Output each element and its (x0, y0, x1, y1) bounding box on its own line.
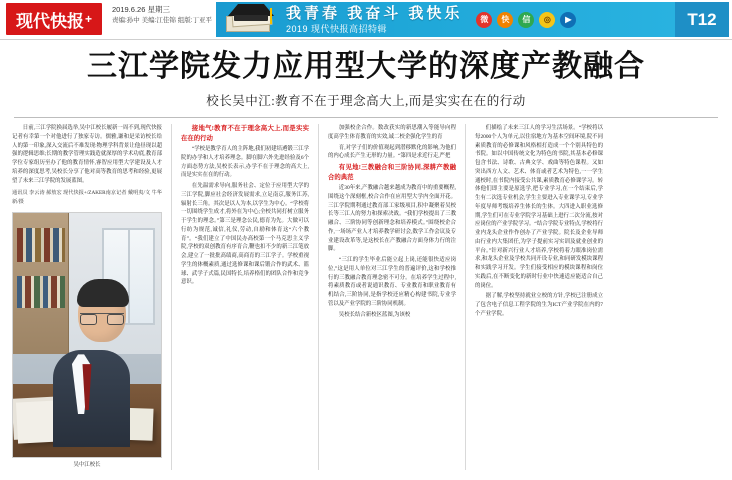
glasses-icon (80, 313, 124, 324)
paragraph: 据了解,学校坚持就业立校的方针,学校已注册成立了包含电子信息工程学院的生为ICT产业学院在内的7个产业学院。 (475, 293, 603, 317)
byline: 通讯员 李云涛 郝敖宏 现代快报+/ZAKER南京记者 戴明夷/文 牛华新/摄 (12, 190, 162, 205)
weibo-icon[interactable]: 微 (476, 12, 492, 28)
section-heading-1: 接地气!教育不在于理念高大上,而是实实在在的行动 (181, 125, 309, 142)
column-1 (12, 124, 162, 470)
photo-person-torso (53, 350, 130, 448)
newspaper-logo (6, 3, 102, 35)
article-body (0, 118, 732, 470)
column-divider-2 (318, 124, 319, 470)
lead-paragraph: 日前,三江学院换届选举,吴中江校长履新一周不到,现代快报记者有幸第一个对他进行了独家专访。儒雅,谦和是采访校长给人的第一印象,深入交流后不难发现:物理学科背景让他昼现以超强的逻辑思维;长期的教学管理实践造就深厚的学术功底,教育部学位专家组历至办了他的教育情怀,睿智应用型大学建设及人才培养的深度思考,吴校长分享了他对高等教育的思考和经验,更展望了未来三江学院的发展蓝图。 (12, 125, 162, 184)
banner-subtitle: 2019 现代快报高招特辑 (286, 23, 388, 34)
headline-block (0, 40, 732, 109)
cap-top-icon (228, 4, 274, 16)
graduation-cap-icon (220, 2, 284, 37)
masthead-meta (102, 0, 212, 39)
paragraph: “三江的学生毕业后能立起上岗,还能很快适应岗位,”这是用人单位对三江学生的普遍评价,这和学校推行的三教融合教育理念密不可分。在培养学生过程中,将素质教育或者说通识教育、专业教育和职业教育有机结合,三阶协同,是指学校还应精心构建书院,专业学管以及产业学院的三阶协同机制。 (328, 257, 456, 307)
masthead (0, 0, 732, 40)
column-divider-1 (171, 124, 172, 470)
column-divider-3 (465, 124, 466, 470)
app-icon[interactable]: 快 (497, 12, 513, 28)
logo-text: 现代快报 (15, 11, 84, 31)
photo-books-row-2 (17, 276, 64, 308)
paragraph: “学校是教学育人的主阵地,我们初建培遴锻三江学院的办学和人才培养理念。脚在脚六外先进经验及6个方面态势方法,吴校长表示,办学不在于理念的高大上,而是实实在在的行动。 (181, 146, 309, 179)
column-2 (181, 124, 309, 470)
section-heading-2: 有见地!三教融合和三阶协同,深耕产教融合的典范 (328, 164, 456, 181)
issue-date: 2019.6.26 星期三 (112, 5, 170, 14)
paragraph: 育,对学子们的价值观起到潜移默化的影响,为他们的内心成长产生无形的力量。“第四是求近行走,严把 (328, 144, 456, 160)
cap-base-icon (234, 15, 268, 21)
paragraph: 们描绘了未来三江人的学习生活场景。“学校将以每2000个人为单元,以住宿地方为基本空间环境,院不同素质教育的必修课和风格相打造成一个个别具特色的书院。如以中国传统文化为特色的书院,其基本必修课包含书法、诗歌、古典文学、戏曲等特色课程。又如突出西方人文、艺术、体育或者艺术为特色,一一学生通校时,在书院内接受公共课,素质教育必修课学习。转体他们即主要是原选学,把专业学习,在一个结束后,学生有二次选专业机会,学生主要进入专业课学习,专业学年度导师考级培养生体长的生体。大四进入职业选修期,学生们可在专业学院学习基础上进行二次分流,按对应岗位的产业学院学习。“结合学院专业特点,学校将行业内龙头企业作作创办了产业学院。院长及企业导师由行业内大集团任,为学子提前实习实训及就业创业的平台。”针对新兴行业人才培养,学校将着力眼准岗位需求,和龙头企业及学校共同开设专业,和同研发模块课程和实践学习开发。学生们接受相应的模块课程和岗位实践后,在不断变化的新时行业中快速适应能适合自己的岗位。 (475, 125, 603, 289)
paragraph: 在先温需求导向,服务社会、定位于应用型大学的三江学院,脚应社会经济发展需求,立足南京,服务江苏,辐射长三角。其次是以人为本,以学生为中心。“学校将一切围绕学生成才,将外在为中心;全校共同打树立服务于学生的理念。”第三是理念公民,德育为先。大做可以行纺为规范,诚信,礼仪,劳动,自励和体育这“六个教育”。“我们建立了中国民办高校第一个马克思主义学院,学校的双创教育有序育合,鞭也扣不少的新三江笔放会,建立了一批批高绩商,高商育的三江学子。学校重视学生的体概素质,通过选修课和课后锻合作的武术、篮球、武学子式篇,民国特长,培养格们的团队合作和竞争意识。 (181, 183, 309, 286)
tassel-icon (270, 8, 272, 24)
social-icon-group (476, 12, 576, 28)
paragraph: 吴校长结合新校区蓝图,为该校 (338, 311, 411, 318)
banner-text (286, 5, 462, 35)
compass-icon[interactable]: ◎ (539, 12, 555, 28)
logo-plus: + (84, 12, 92, 26)
banner-slogan: 我青春 我奋斗 我快乐 (286, 4, 463, 22)
special-edition-banner (216, 2, 675, 37)
footer-spacer (0, 470, 732, 476)
page-number-badge: T12 (675, 2, 729, 37)
principal-portrait (12, 212, 162, 458)
editor-credits: 责编:孙中 美编:江佳锦 组版:丁亚平 (112, 17, 213, 24)
photo-caption: 吴中江校长 (73, 461, 101, 468)
video-icon[interactable]: ▶ (560, 12, 576, 28)
paragraph: 近30年来,产教融合越来越成为教育中的重要概程,围绕这个深刻框,校合合作在应用型大学内全面开花。三江学院期利通过教育部工家级项目,积中凝聚着吴校长等三江人的努力和探索决战。“我们学校提出了三教融合、三阶协同等创新理念和培养模式。”围绕校企合作,一场场产业人才培养教学研讨会,数学工作会议及专业建设改革等,是这校长在产教融合方面身体力行的注脚。 (328, 185, 456, 253)
wechat-icon[interactable]: 信 (518, 12, 534, 28)
page-title: 三江学院发力应用型大学的深度产教融合 (87, 50, 645, 83)
column-4 (475, 124, 603, 470)
subheadline: 校长吴中江:教育不在于理念高大上,而是实实在在的行动 (206, 94, 526, 108)
photo-person-hair (77, 279, 129, 307)
paragraph: 加强校企合作。数改获实的新思潮入等能导向程度高学生体育教育的实效,诚二校企强化学生的育 (328, 125, 456, 140)
photo-books-row-1 (17, 228, 64, 262)
column-3 (328, 124, 456, 470)
